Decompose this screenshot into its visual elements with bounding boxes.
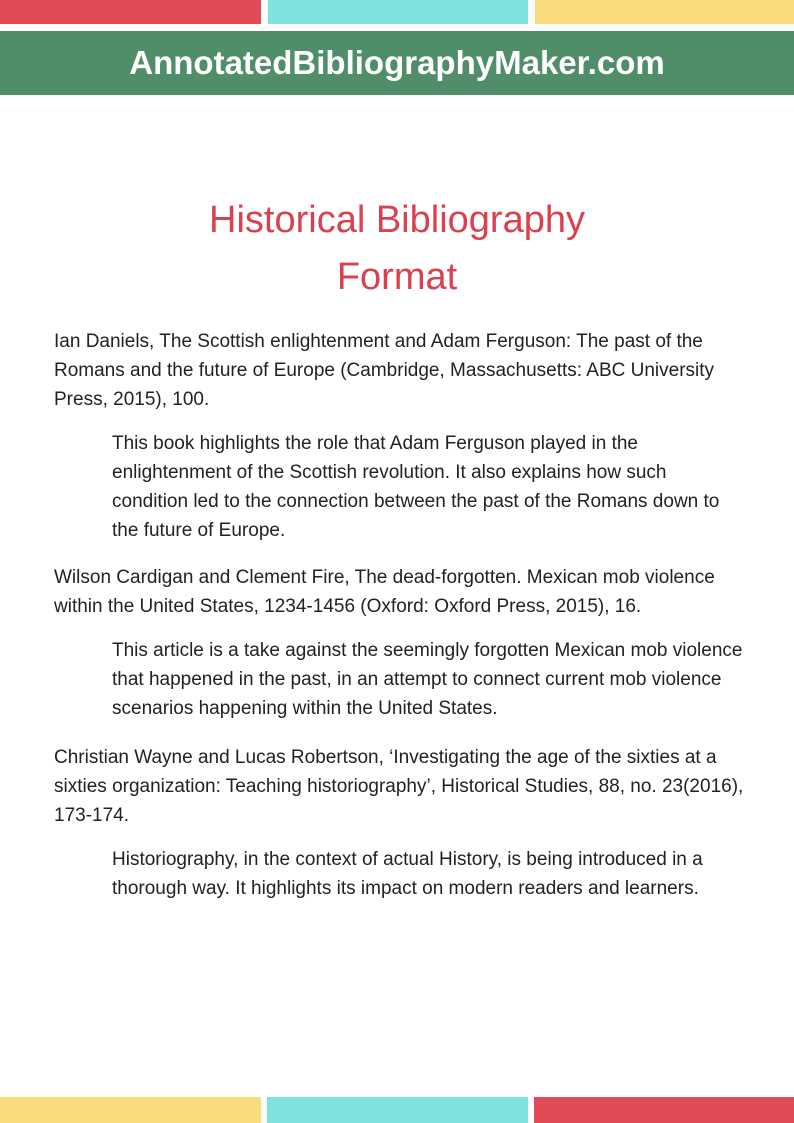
bibliography-entry xyxy=(54,743,744,903)
citation: Christian Wayne and Lucas Robertson, ‘Investigating the age of the sixties at a sixties organization: Teaching historiography’, Historical Studies, 88, no. 23(2016), 173-174. xyxy=(54,747,744,826)
bottom-stripe-yellow xyxy=(0,1097,261,1123)
page-title-line-1: Historical Bibliography xyxy=(209,199,585,241)
page-title-line-2: Format xyxy=(336,256,458,298)
citation: Ian Daniels, The Scottish enlightenment and Adam Ferguson: The past of the Romans and the future of Europe (Cambridge, Massachusetts: ABC University Press, 2015), 100. xyxy=(54,331,715,410)
site-name: AnnotatedBibliographyMaker.com xyxy=(129,44,665,81)
top-stripe-yellow xyxy=(535,0,794,24)
citation: Wilson Cardigan and Clement Fire, The dead-forgotten. Mexican mob violence within the United States, 1234-1456 (Oxford: Oxford Press, 2015), 16. xyxy=(54,567,715,617)
bibliography-entry xyxy=(54,327,744,545)
bottom-stripe-cyan xyxy=(267,1097,528,1123)
bibliography-entry xyxy=(54,563,744,723)
bottom-stripe-red xyxy=(534,1097,794,1123)
annotation: This book highlights the role that Adam Ferguson played in the enlightenment of the Scottish revolution. It also explains how such condition led to the connection between the past of the Romans down to the future of Europe. xyxy=(112,433,720,541)
bibliography-entries xyxy=(54,327,744,903)
page-title xyxy=(0,192,794,306)
site-header-banner xyxy=(0,31,794,95)
annotation: This article is a take against the seemingly forgotten Mexican mob violence that happened in the past, in an attempt to connect current mob violence scenarios happening within the United States. xyxy=(112,640,743,719)
annotation: Historiography, in the context of actual History, is being introduced in a thorough way. It highlights its impact on modern readers and learners. xyxy=(112,849,703,899)
top-stripe-cyan xyxy=(268,0,528,24)
top-stripe-red xyxy=(0,0,261,24)
